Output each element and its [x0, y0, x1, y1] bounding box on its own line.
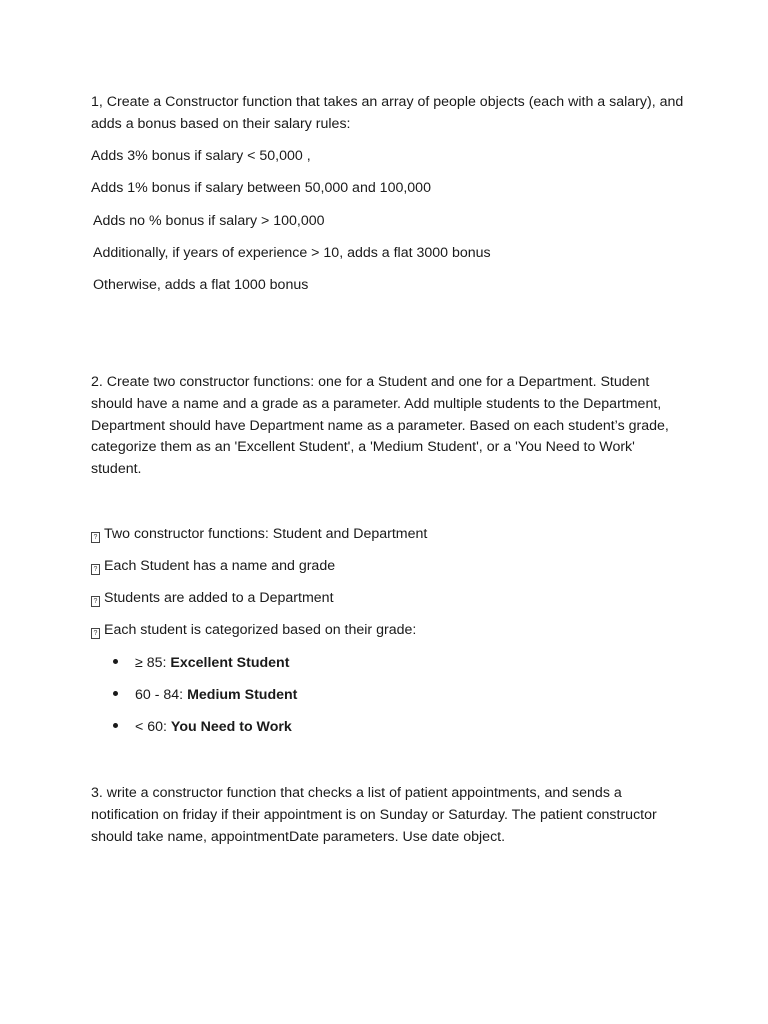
grade-category-item: [113, 685, 297, 707]
q2-checklist-item: [91, 524, 686, 546]
question-3-intro: 3. write a constructor function that checks a list of patient appointments, and sends a notification on friday if their appointment is on Sunday or Saturday. The patient constructor should take name, appointmentDate parameters. Use date object.: [91, 785, 657, 845]
grade-label: Excellent Student: [170, 655, 290, 671]
missing-glyph-icon: ?: [91, 628, 100, 639]
grade-range: ≥ 85:: [135, 655, 171, 671]
q2-checklist-item: [91, 588, 686, 610]
missing-glyph-icon: ?: [91, 532, 100, 543]
missing-glyph-icon: ?: [91, 596, 100, 607]
q2-checklist-item: [91, 620, 686, 642]
q2-checklist-item: [91, 556, 686, 578]
bullet-icon: [113, 717, 135, 739]
missing-glyph-icon: ?: [91, 564, 100, 575]
q2-checklist-text: Each student is categorized based on their grade:: [104, 622, 417, 638]
q2-checklist-text: Each Student has a name and grade: [104, 558, 336, 574]
grade-category-item: [113, 653, 289, 675]
grade-label: You Need to Work: [170, 719, 292, 735]
question-2-intro: 2. Create two constructor functions: one for a Student and one for a Department. Student should have a name and a grade as a parameter. Add multiple students to the Department, Department should have Department name as a parameter. Based on each student’s grade, categorize them as an 'Excellent Student', a 'Medium Student', or a 'You Need to Work' student.: [91, 374, 669, 478]
grade-label: Medium Student: [187, 687, 298, 703]
grade-range: < 60:: [135, 719, 171, 735]
q1-rule-5: Otherwise, adds a flat 1000 bonus: [93, 277, 309, 293]
q2-checklist-text: Students are added to a Department: [104, 590, 334, 606]
q1-rule-3: Adds no % bonus if salary > 100,000: [93, 213, 325, 229]
q1-rule-2: Adds 1% bonus if salary between 50,000 and 100,000: [91, 180, 431, 196]
q1-rule-1: Adds 3% bonus if salary < 50,000 ,: [91, 148, 311, 164]
bullet-icon: [113, 685, 135, 707]
q1-rule-4: Additionally, if years of experience > 10, adds a flat 3000 bonus: [93, 245, 491, 261]
grade-range: 60 - 84:: [135, 687, 188, 703]
bullet-icon: [113, 653, 135, 675]
q2-checklist-text: Two constructor functions: Student and Department: [104, 526, 428, 542]
grade-category-item: [113, 717, 292, 739]
question-1-intro: 1, Create a Constructor function that takes an array of people objects (each with a salary), and adds a bonus based on their salary rules:: [91, 94, 684, 132]
